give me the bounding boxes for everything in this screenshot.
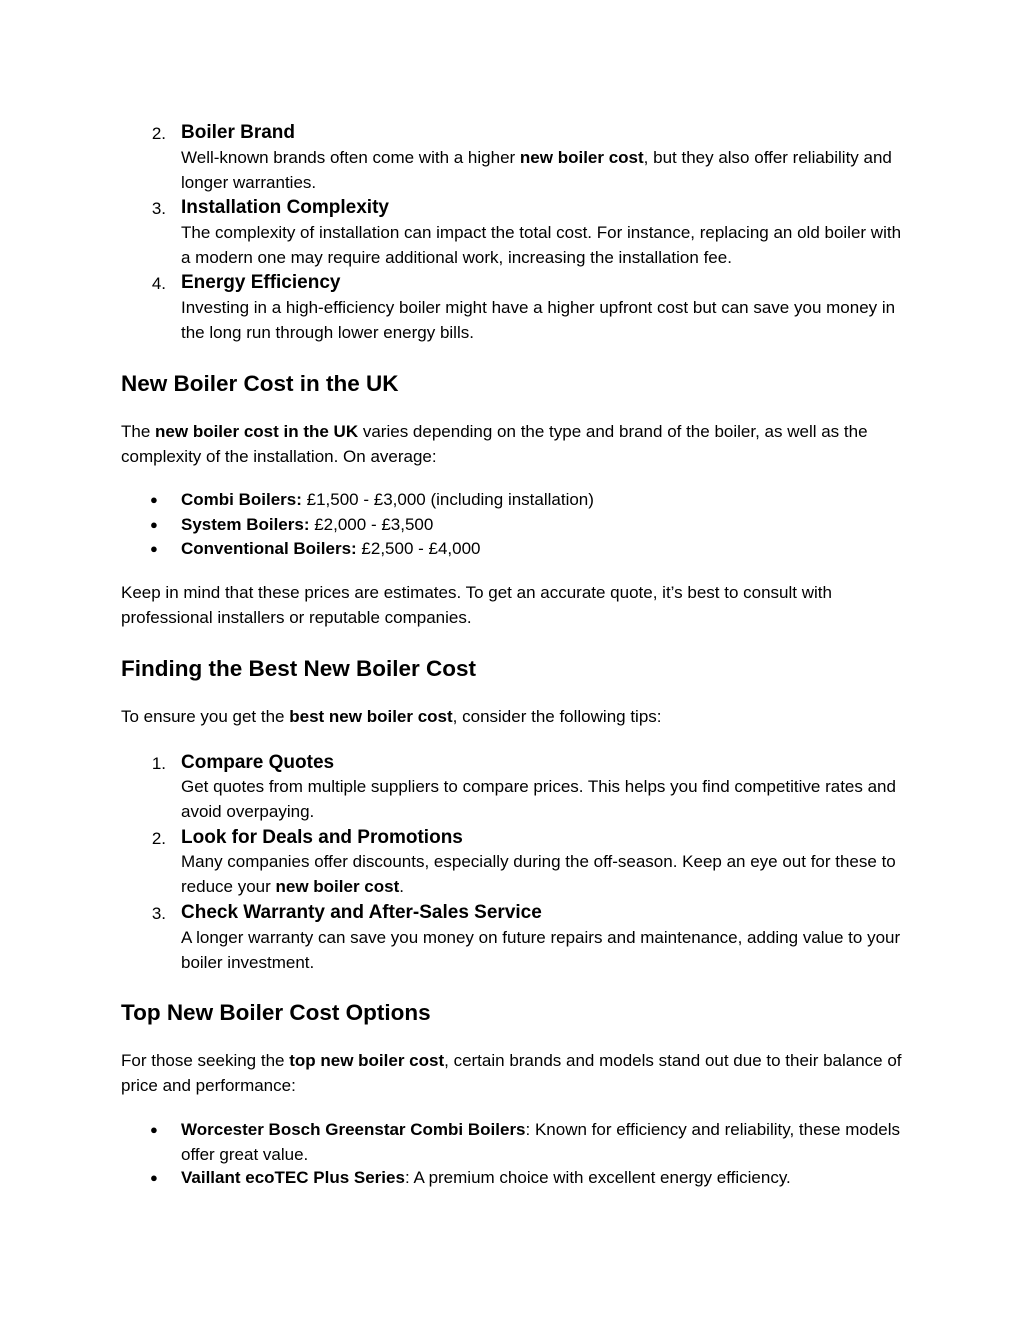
list-item-title: Installation Complexity (181, 197, 389, 218)
bullet-item: Vaillant ecoTEC Plus Series: A premium choice with excellent energy efficiency. (181, 1168, 791, 1187)
list-item-body: A longer warranty can save you money on future repairs and maintenance, adding value to your boiler investment. (181, 928, 901, 972)
bullet-glyph: ● (150, 492, 158, 507)
section-heading: Finding the Best New Boiler Cost (121, 656, 477, 681)
list-item-body: The complexity of installation can impact the total cost. For instance, replacing an old boiler with a modern one may require additional work, increasing the installation fee. (181, 223, 902, 267)
list-number: 1. (151, 754, 166, 773)
paragraph: To ensure you get the best new boiler cost, consider the following tips: (121, 707, 662, 726)
list-number: 3. (151, 199, 166, 218)
bullet-item: Worcester Bosch Greenstar Combi Boilers: Known for efficiency and reliability, these models offer great value. (181, 1120, 901, 1164)
bullet-glyph: ● (150, 541, 158, 556)
bullet-item: Conventional Boilers: £2,500 - £4,000 (181, 539, 481, 558)
bullet-item: Combi Boilers: £1,500 - £3,000 (including installation) (181, 490, 594, 509)
list-number: 4. (151, 274, 166, 293)
list-item-body: Many companies offer discounts, especially during the off-season. Keep an eye out for these to reduce your new boiler cost. (181, 852, 896, 896)
list-item-title: Check Warranty and After-Sales Service (181, 902, 542, 923)
list-number: 3. (151, 904, 166, 923)
list-number: 2. (151, 124, 166, 143)
list-item-title: Energy Efficiency (181, 272, 341, 293)
bullet-glyph: ● (150, 1122, 158, 1137)
list-item-body: Well-known brands often come with a higher new boiler cost, but they also offer reliability and longer warranties. (181, 148, 892, 192)
bullet-glyph: ● (150, 516, 158, 532)
bullet-glyph: ● (150, 1170, 158, 1185)
section-heading: New Boiler Cost in the UK (121, 371, 399, 396)
list-number: 2. (151, 829, 166, 848)
list-item-title: Boiler Brand (181, 122, 296, 143)
bullet-item: System Boilers: £2,000 - £3,500 (181, 514, 434, 534)
list-item-title: Compare Quotes (181, 752, 335, 773)
paragraph: For those seeking the top new boiler cost, certain brands and models stand out due to their balance of price and performance: (121, 1051, 902, 1095)
section-heading: Top New Boiler Cost Options (121, 1000, 431, 1025)
paragraph: Keep in mind that these prices are estimates. To get an accurate quote, it’s best to consult with professional installers or reputable companies. (121, 583, 832, 627)
list-item-body: Investing in a high-efficiency boiler might have a higher upfront cost but can save you money in the long run through lower energy bills. (181, 298, 896, 342)
list-item-body: Get quotes from multiple suppliers to compare prices. This helps you find competitive rates and avoid overpaying. (181, 777, 896, 821)
paragraph: The new boiler cost in the UK varies depending on the type and brand of the boiler, as well as the complexity of the installation. On average: (121, 422, 868, 466)
list-item-title: Look for Deals and Promotions (181, 827, 463, 848)
